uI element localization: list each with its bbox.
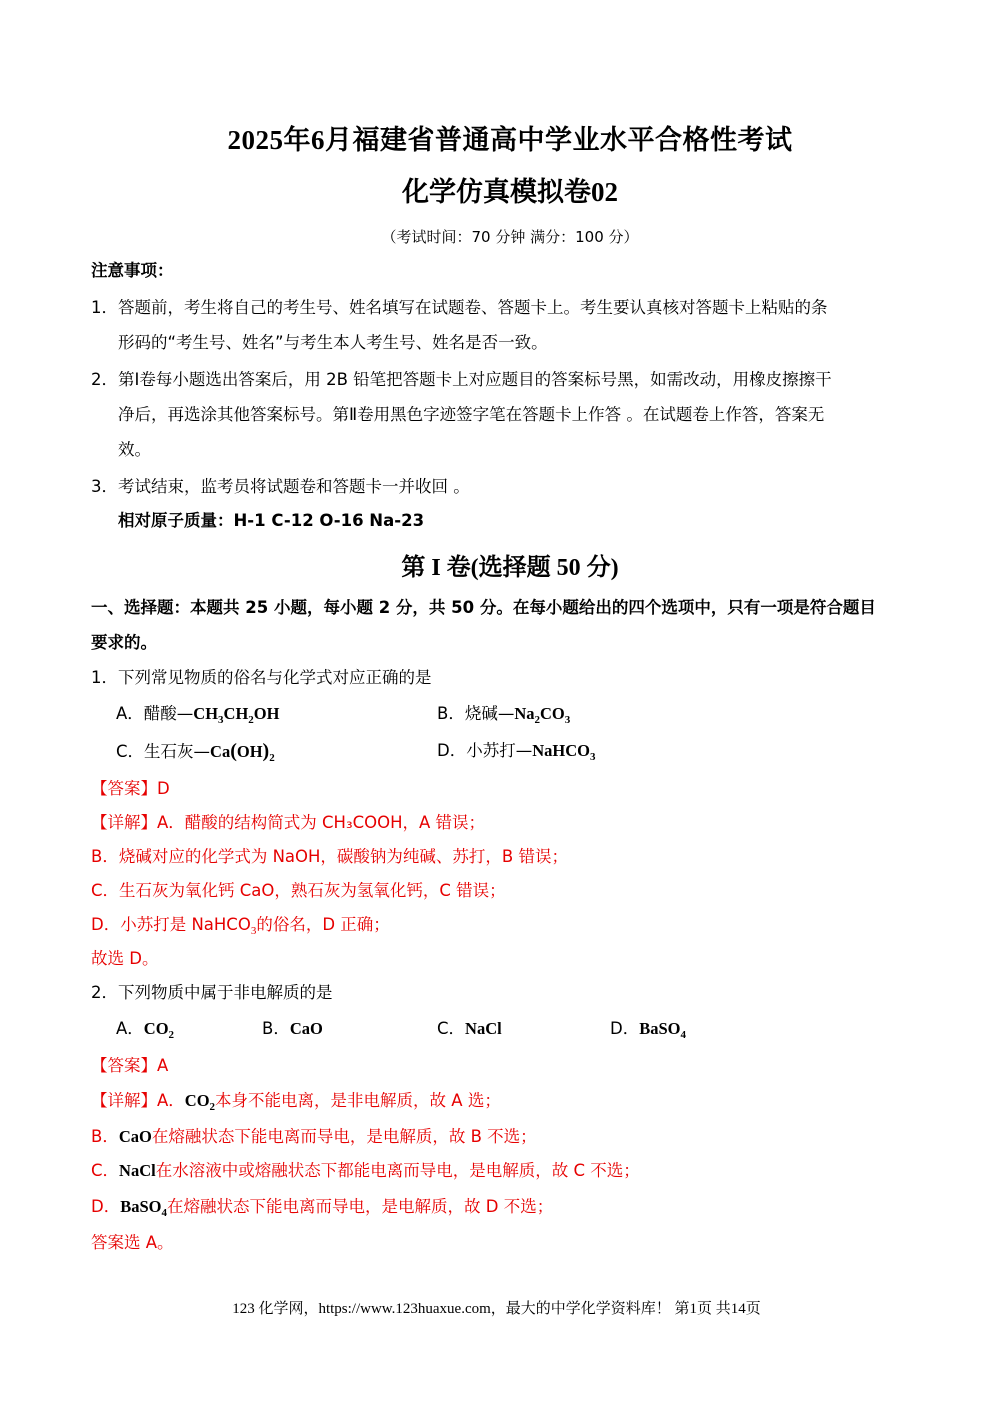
section-title: 第 I 卷(选择题 50 分) xyxy=(401,555,619,581)
q1-detail-a-text: A．醋酸的结构简式为 CH₃COOH，A 错误； xyxy=(157,813,486,832)
q1-option-c-prefix: C．生石灰— xyxy=(116,742,211,761)
formula-cao-detail: CaO xyxy=(118,1127,152,1146)
note-2-line2: 净后，再选涂其他答案标号。第Ⅱ卷用黑色字迹签字笔在答题卡上作答 。在试题卷上作答，答案无 xyxy=(118,405,825,424)
formula-co2-detail: $CO_2$ xyxy=(184,1091,216,1113)
q1-detail-tag: 【详解】 xyxy=(91,813,157,832)
formula-nacl: NaCl xyxy=(465,1019,502,1038)
q1-conclusion: 故选 D。 xyxy=(91,949,159,968)
formula-cao: CaO xyxy=(289,1019,323,1038)
q2-option-a-prefix: A． xyxy=(116,1019,144,1038)
q2-option-d xyxy=(610,1017,686,1041)
formula-co2: $CO_2$ xyxy=(143,1019,175,1041)
formula-baso4: BaSO$_4$ xyxy=(639,1019,686,1041)
note-1-line1: 1．答题前，考生将自己的考生号、姓名填写在试题卷、答题卡上。考生要认真核对答题卡上粘贴的条 xyxy=(91,298,828,317)
formula-nahco3: NaHCO$_3$ xyxy=(532,741,596,763)
q1-stem: 1．下列常见物质的俗名与化学式对应正确的是 xyxy=(91,668,432,687)
q2-detail-c-pre: C． xyxy=(91,1161,120,1180)
section-instruction-line2: 要求的。 xyxy=(91,633,157,652)
q2-detail-b-pre: B． xyxy=(91,1127,119,1146)
q1-detail-b: B．烧碱对应的化学式为 NaOH，碳酸钠为纯碱、苏打，B 错误； xyxy=(91,847,568,866)
q2-detail-tag: 【详解】 xyxy=(91,1091,157,1110)
atomic-mass: 相对原子质量：H-1 C-12 O-16 Na-23 xyxy=(118,511,425,530)
q2-detail-a-pre: A． xyxy=(157,1091,185,1110)
exam-info: （考试时间：70 分钟 满分：100 分） xyxy=(381,228,639,246)
q2-detail-c-post: 在水溶液中或熔融状态下都能电离而导电，是电解质，故 C 不选； xyxy=(155,1161,640,1180)
q2-detail-d xyxy=(91,1195,553,1219)
q2-answer: 【答案】A xyxy=(91,1056,169,1075)
formula-caoh2: $Ca(OH)_2$ xyxy=(210,740,275,764)
q2-detail-a-post: 本身不能电离，是非电解质，故 A 选； xyxy=(215,1091,501,1110)
q2-detail-d-post: 在熔融状态下能电离而导电，是电解质，故 D 不选； xyxy=(167,1197,554,1216)
q2-stem: 2．下列物质中属于非电解质的是 xyxy=(91,983,333,1002)
q1-option-a-prefix: A．醋酸— xyxy=(116,704,194,723)
title-line1: 2025年6月福建省普通高中学业水平合格性考试 xyxy=(227,125,793,155)
q1-detail-c: C．生石灰为氧化钙 CaO，熟石灰为氢氧化钙，C 错误； xyxy=(91,881,506,900)
q2-option-a xyxy=(116,1017,174,1041)
q2-option-c xyxy=(437,1017,502,1041)
page-footer: 123 化学网，https://www.123huaxue.com，最大的中学化学资料库！ 第1页 共14页 xyxy=(232,1301,761,1317)
q2-option-d-prefix: D． xyxy=(610,1019,640,1038)
q1-detail-d: D．小苏打是 NaHCO$_3$的俗名，D 正确； xyxy=(91,915,390,937)
q2-detail-a xyxy=(91,1089,501,1113)
q2-option-b xyxy=(262,1017,323,1041)
note-1-line2: 形码的“考生号、姓名”与考生本人考生号、姓名是否一致。 xyxy=(118,333,548,352)
q1-option-a xyxy=(116,702,279,726)
title-line2: 化学仿真模拟卷02 xyxy=(402,177,618,207)
formula-na2co3: $Na_2CO_3$ xyxy=(514,704,571,726)
q1-answer: 【答案】D xyxy=(91,779,170,798)
formula-nacl-detail: NaCl xyxy=(119,1161,156,1180)
q1-option-d-prefix: D．小苏打— xyxy=(437,741,533,760)
q2-conclusion: 答案选 A。 xyxy=(91,1233,174,1252)
q1-option-c xyxy=(116,739,275,764)
q1-detail-d-pre: D．小苏打是 NaHCO xyxy=(91,915,251,934)
q2-option-c-prefix: C． xyxy=(437,1019,466,1038)
formula-baso4-detail: BaSO$_4$ xyxy=(120,1197,167,1219)
section-instruction-line1: 一、选择题：本题共 25 小题，每小题 2 分，共 50 分。在每小题给出的四个选项中，只有一项是符合题目 xyxy=(91,598,876,617)
q2-detail-c xyxy=(91,1159,640,1183)
note-3: 3．考试结束，监考员将试题卷和答题卡一并收回 。 xyxy=(91,477,470,496)
q2-detail-b-post: 在熔融状态下能电离而导电，是电解质，故 B 不选； xyxy=(151,1127,537,1146)
notes-heading: 注意事项： xyxy=(91,261,174,280)
q2-option-b-prefix: B． xyxy=(262,1019,290,1038)
q1-option-b xyxy=(437,702,570,726)
q1-option-d xyxy=(437,739,595,763)
note-2-line1: 2．第Ⅰ卷每小题选出答案后，用 2B 铅笔把答题卡上对应题目的答案标号黑，如需改动，用橡皮擦擦干 xyxy=(91,370,832,389)
q2-detail-d-pre: D． xyxy=(91,1197,121,1216)
q1-detail-a xyxy=(91,811,485,835)
q2-detail-b xyxy=(91,1125,537,1149)
note-2-line3: 效。 xyxy=(118,440,151,459)
formula-ch3ch2oh: $CH_3CH_2OH$ xyxy=(193,704,280,726)
q1-option-b-prefix: B．烧碱— xyxy=(437,704,515,723)
q1-detail-d-post: 的俗名，D 正确； xyxy=(256,915,390,934)
